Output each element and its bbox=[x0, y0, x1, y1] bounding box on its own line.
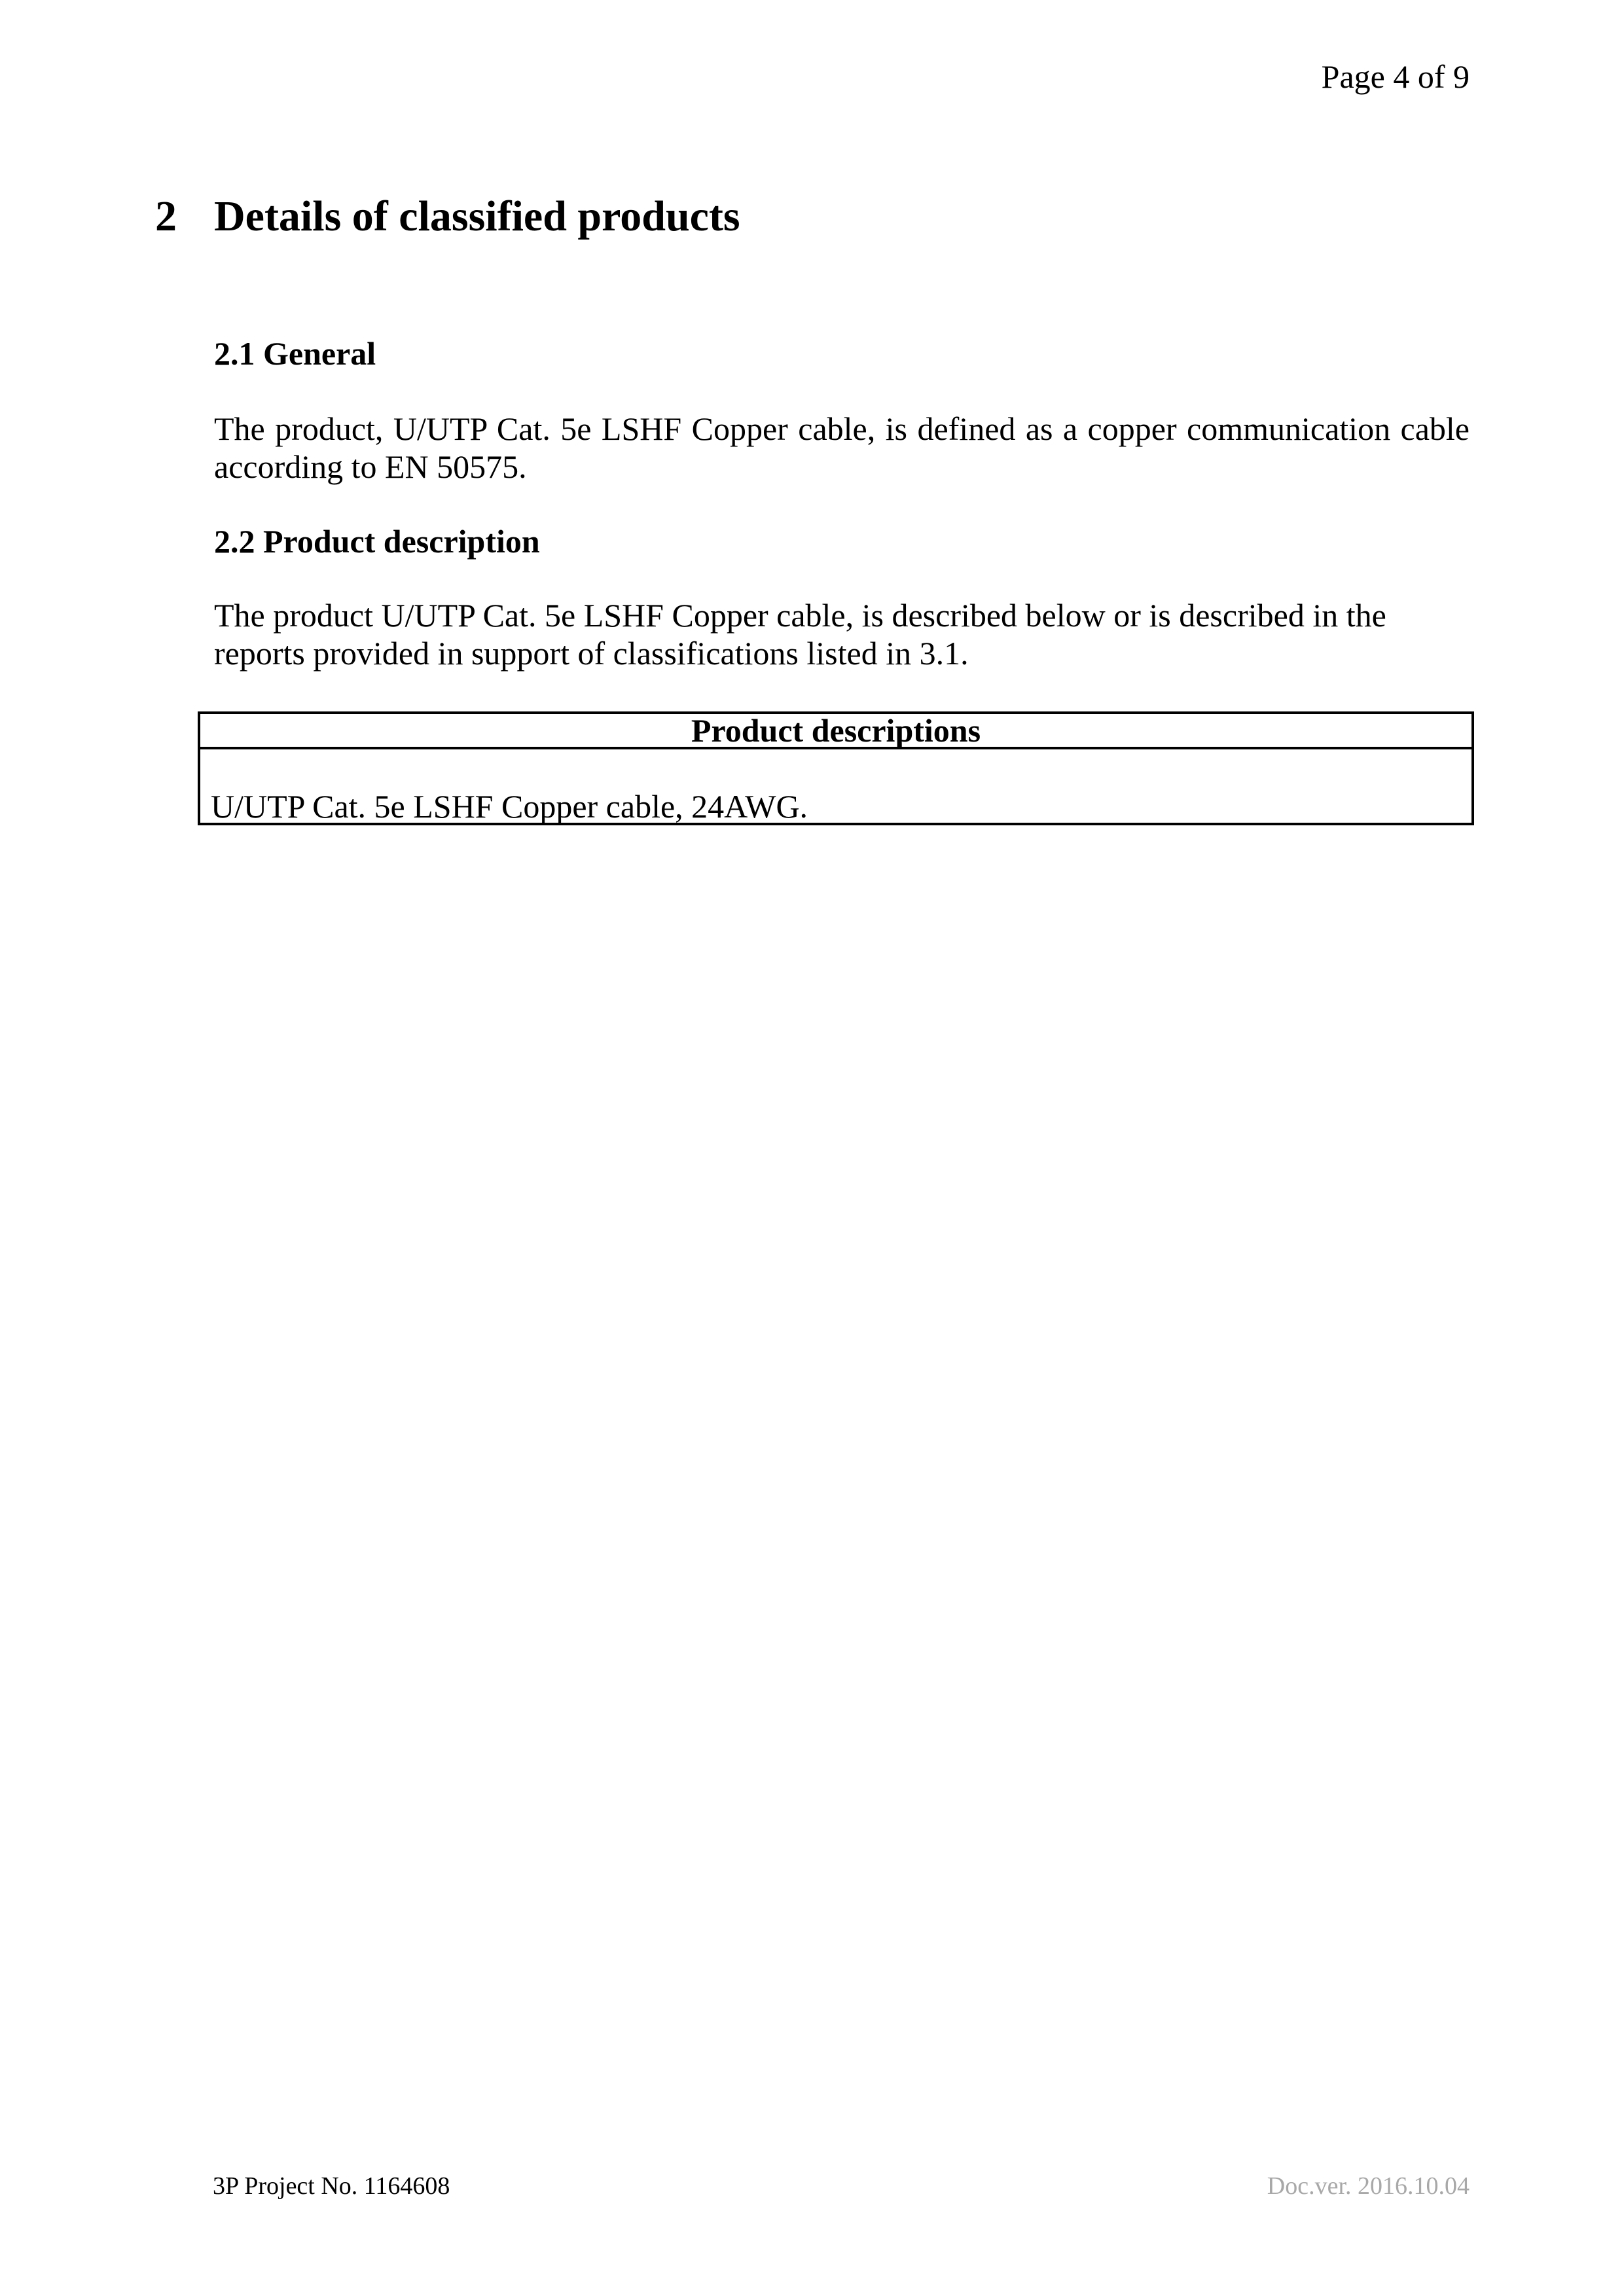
product-descriptions-table bbox=[198, 711, 1474, 825]
table-row bbox=[199, 748, 1473, 824]
footer-doc-version: Doc.ver. 2016.10.04 bbox=[1267, 2172, 1470, 2200]
page-number-indicator: Page 4 of 9 bbox=[1321, 58, 1470, 95]
paragraph-general: The product, U/UTP Cat. 5e LSHF Copper cable, is defined as a copper communication cable according to EN 50575. bbox=[214, 410, 1470, 485]
section-heading-number: 2 bbox=[155, 192, 177, 240]
table-header-cell: Product descriptions bbox=[199, 713, 1473, 748]
paragraph-product-description: The product U/UTP Cat. 5e LSHF Copper cable, is described below or is described in the reports provided in support of classifications listed in 3.1. bbox=[214, 597, 1386, 672]
table-header-row bbox=[199, 713, 1473, 748]
table-cell-product-description: U/UTP Cat. 5e LSHF Copper cable, 24AWG. bbox=[199, 748, 1473, 824]
footer-project-number: 3P Project No. 1164608 bbox=[213, 2172, 450, 2200]
subsection-heading-2-2: 2.2 Product description bbox=[214, 523, 540, 560]
section-heading-title: Details of classified products bbox=[214, 192, 740, 240]
subsection-heading-2-1: 2.1 General bbox=[214, 335, 376, 372]
section-heading-2 bbox=[155, 192, 740, 240]
